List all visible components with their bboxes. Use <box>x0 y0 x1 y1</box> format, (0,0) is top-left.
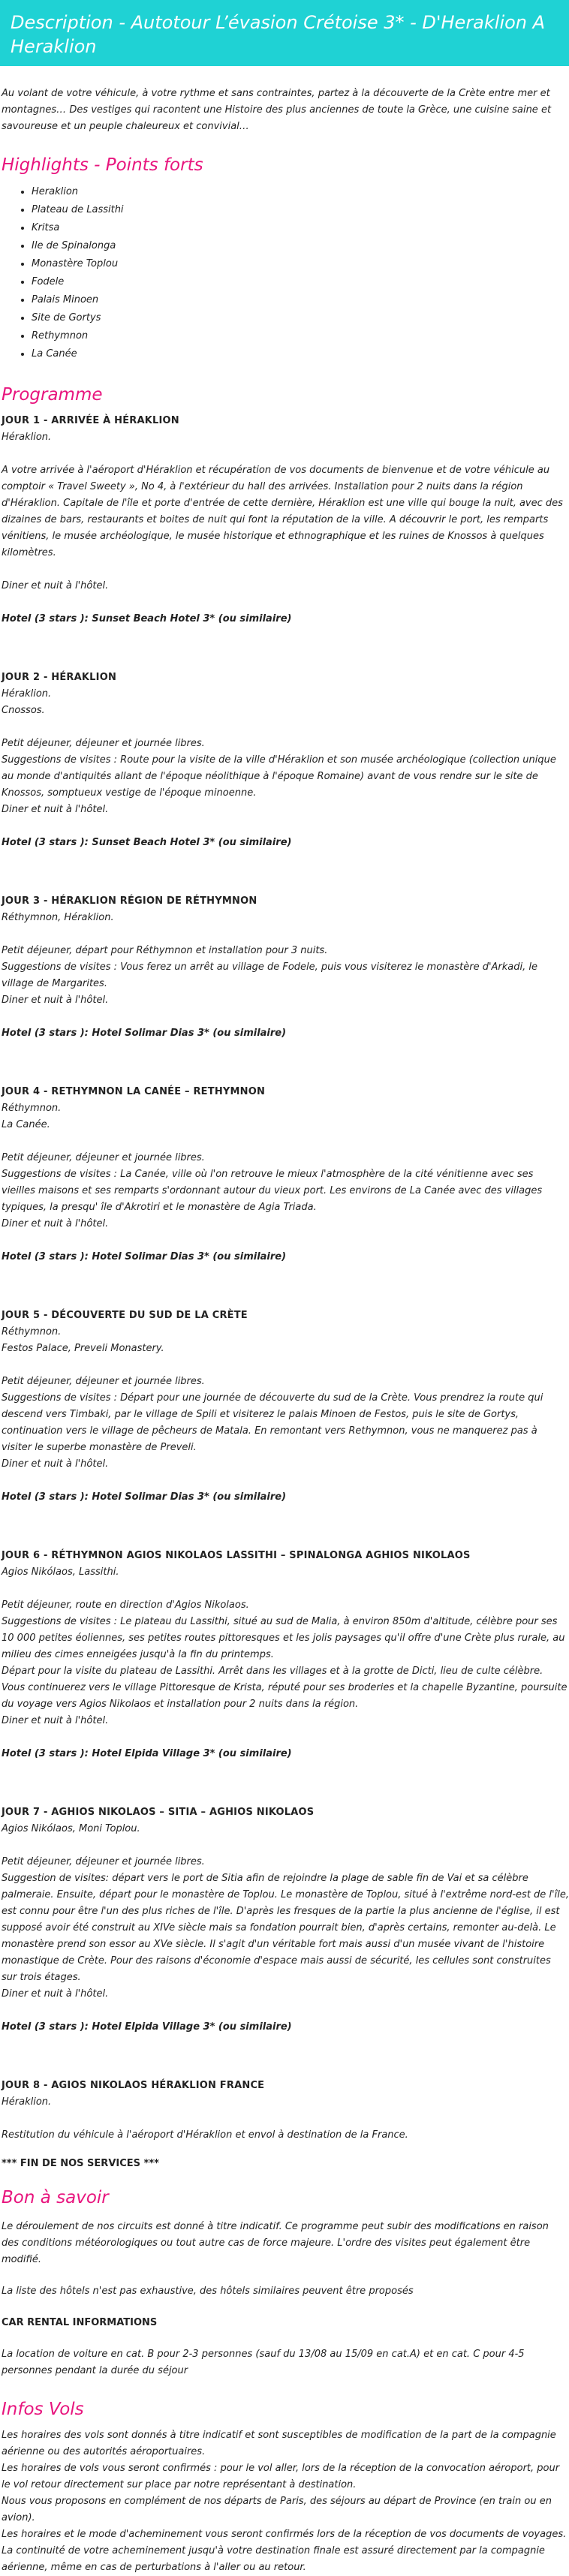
day-title: JOUR 8 - AGIOS NIKOLAOS HÉRAKLION FRANCE <box>2 2080 265 2091</box>
text-line: La continuité de votre acheminement jusqu'à votre destination finale est assuré directement par la compagnie aérienne, même en cas de perturbations à l'aller ou au retour. <box>2 2545 545 2573</box>
day-description <box>2 1150 569 1232</box>
highlight-item: • La Canée <box>32 345 569 363</box>
text-line: Réthymnon. <box>2 1103 62 1114</box>
highlight-item: • Ile de Spinalonga <box>32 237 569 255</box>
day-block <box>2 1804 569 2036</box>
bon-paragraph-1: Le déroulement de nos circuits est donné à titre indicatif. Ce programme peut subir des modifications en raison des conditions météorologiques ou tout autre cas de force majeure. L'ordre des visites peut également être modifié. <box>2 2221 549 2265</box>
text-line: Petit déjeuner, déjeuner et journée libres. <box>2 1152 205 1163</box>
title-banner <box>0 0 569 66</box>
highlight-item: • Kritsa <box>32 219 569 237</box>
text-line: Festos Palace, Preveli Monastery. <box>2 1343 164 1354</box>
text-line: Les horaires et le mode d'acheminement vous seront confirmés lors de la réception de vos documents de voyages. <box>2 2529 567 2540</box>
day-hotel: Hotel (3 stars ): Hotel Elpida Village 3* (ou similaire) <box>2 2021 292 2033</box>
day-hotel: Hotel (3 stars ): Sunset Beach Hotel 3* (ou similaire) <box>2 837 292 848</box>
day-block <box>2 1548 569 1762</box>
highlight-item: • Monastère Toplou <box>32 255 569 273</box>
day-description <box>2 736 569 818</box>
bon-a-savoir-heading: Bon à savoir <box>2 2188 109 2207</box>
text-line: Suggestions de visites : Le plateau du Lassithi, situé au sud de Malia, à environ 850m d'altitude, célèbre pour ses 10 000 petites éoliennes, ses petites routes pittoresques et les jolis paysages qu'il offre d'une Crète plus rurale, au milieu des cimes enneigées jusqu'à la fin du printemps. <box>2 1616 565 1660</box>
day-hotel: Hotel (3 stars ): Hotel Solimar Dias 3* (ou similaire) <box>2 1028 287 1039</box>
day-title: JOUR 6 - RÉTHYMNON AGIOS NIKOLAOS LASSITHI – SPINALONGA AGHIOS NIKOLAOS <box>2 1550 471 1561</box>
car-rental-paragraph: La location de voiture en cat. B pour 2-3 personnes (sauf du 13/08 au 15/09 en cat.A) et en cat. C pour 4-5 personnes pendant la durée du séjour <box>2 2349 525 2376</box>
text-line: Agios Nikólaos, Moni Toplou. <box>2 1823 140 1834</box>
highlight-item: • Plateau de Lassithi <box>32 201 569 219</box>
day-title: JOUR 3 - HÉRAKLION RÉGION DE RÉTHYMNON <box>2 895 257 907</box>
car-rental-heading: CAR RENTAL INFORMATIONS <box>2 2317 158 2328</box>
day-block <box>2 670 569 851</box>
text-line: A votre arrivée à l'aéroport d'Héraklion et récupération de vos documents de bienvenue et de votre véhicule au comptoir « Travel Sweety », No 4, à l'extérieur du hall des arrivées. Installation pour 2 nuits dans la région d'Héraklion. Capitale de l'île et porte d'entrée de cette dernière, Héraklion est une ville qui bouge la nuit, avec des dizaines de bars, restaurants et boites de nuit qui font la réputation de la ville. A découvrir le port, les remparts vénitiens, le musée archéologique, le musée historique et ethnographique et les ruines de Knossos à quelques kilomètres. <box>2 465 563 558</box>
day-description <box>2 1854 569 2003</box>
text-line: Agios Nikólaos, Lassithi. <box>2 1566 119 1578</box>
text-line: Héraklion. <box>2 688 52 700</box>
day-hotel: Hotel (3 stars ): Hotel Solimar Dias 3* (ou similaire) <box>2 1251 287 1262</box>
day-block <box>2 1308 569 1506</box>
text-line: La Canée. <box>2 1119 50 1130</box>
text-line: Cnossos. <box>2 705 45 716</box>
text-line: Petit déjeuner, départ pour Réthymnon et installation pour 3 nuits. <box>2 945 328 956</box>
text-line: Nous vous proposons en complément de nos départs de Paris, des séjours au départ de Province (en train ou en avion). <box>2 2496 552 2523</box>
text-line: Suggestions de visites : Départ pour une journée de découverte du sud de la Crète. Vous prendrez la route qui descend vers Timbaki, par le village de Spili et visiterez le palais Minoen de Festos, puis le site de Gortys, continuation vers le village de pêcheurs de Matala. En remontant vers Rethymnon, vous ne manquerez pas à visiter le superbe monastère de Preveli. <box>2 1392 543 1453</box>
day-block <box>2 2078 569 2144</box>
day-title: JOUR 4 - RETHYMNON LA CANÉE – RETHYMNON <box>2 1086 266 1097</box>
day-title: JOUR 1 - ARRIVÉE À HÉRAKLION <box>2 415 179 426</box>
day-location <box>2 1324 569 1357</box>
text-line: Diner et nuit à l'hôtel. <box>2 1458 109 1470</box>
day-location <box>2 1564 569 1581</box>
text-line: Diner et nuit à l'hôtel. <box>2 580 109 591</box>
day-description <box>2 2127 569 2144</box>
day-title: JOUR 7 - AGHIOS NIKOLAOS – SITIA – AGHIOS NIKOLAOS <box>2 1807 315 1818</box>
text-line: Diner et nuit à l'hôtel. <box>2 1715 109 1726</box>
day-location <box>2 429 569 446</box>
text-line: Petit déjeuner, déjeuner et journée libres. <box>2 1856 205 1867</box>
day-description <box>2 1374 569 1473</box>
text-line: Réthymnon. <box>2 1326 62 1338</box>
day-block <box>2 413 569 627</box>
intro-paragraph: Au volant de votre véhicule, à votre rythme et sans contraintes, partez à la découverte de la Crète entre mer et montagnes… Des vestiges qui racontent une Histoire des plus anciennes de toute la Grèce, une cuisine saine et savoureuse et un peuple chaleureux et convivial… <box>2 88 552 132</box>
day-description <box>2 943 569 1009</box>
day-location <box>2 686 569 719</box>
text-line: Restitution du véhicule à l'aéroport d'Héraklion et envol à destination de la France. <box>2 2129 408 2141</box>
text-line: Départ pour la visite du plateau de Lassithi. Arrêt dans les villages et à la grotte de Dicti, lieu de culte célèbre. Vous continuerez vers le village Pittoresque de Krista, réputé pour ses broderies et la chapelle Byzantine, poursuite du voyage vers Agios Nikolaos et installation pour 2 nuits dans la région. <box>2 1666 567 1710</box>
text-line: Petit déjeuner, déjeuner et journée libres. <box>2 738 205 749</box>
text-line: Les horaires des vols sont donnés à titre indicatif et sont susceptibles de modification de la part de la compagnie aérienne ou des autorités aéroportuaires. <box>2 2430 556 2457</box>
infos-vols-heading: Infos Vols <box>2 2400 84 2419</box>
page-title: Description - Autotour L’évasion Crétoise 3* - D'Heraklion A Heraklion <box>11 12 546 58</box>
day-location <box>2 1821 569 1837</box>
highlight-item: • Site de Gortys <box>32 309 569 327</box>
text-line: Diner et nuit à l'hôtel. <box>2 804 109 815</box>
programme-days <box>2 413 569 2144</box>
text-line: Suggestions de visites : Route pour la visite de la ville d'Héraklion et son musée archéologique (collection unique au monde d'antiquités allant de l'époque néolithique à l'époque Romaine) avant de vous rendre sur le site de Knossos, somptueux vestige de l'époque minoenne. <box>2 754 556 799</box>
day-block <box>2 893 569 1042</box>
day-description <box>2 1597 569 1729</box>
day-block <box>2 1084 569 1265</box>
day-location <box>2 1100 569 1133</box>
highlight-item: • Heraklion <box>32 183 569 201</box>
text-line: Suggestion de visites: départ vers le port de Sitia afin de rejoindre la plage de sable fin de Vai et sa célèbre palmeraie. Ensuite, départ pour le monastère de Toplou. Le monastère de Toplou, situé à l'extrême nord-est de l'île, est connu pour être l'un des plus riches de l'île. D'après les fresques de la partie la plus ancienne de l'église, il est supposé avoir été construit au XIVe siècle mais sa fondation pourrait bien, d'après certains, remonter au-delà. Le monastère prend son essor au XVe siècle. Il s'agit d'un véritable fort mais aussi d'un musée vivant de l'histoire monastique de Crète. Pour des raisons d'économie d'espace mais aussi de sécurité, les cellules sont construites sur trois étages. <box>2 1873 569 1983</box>
text-line: Héraklion. <box>2 2096 52 2108</box>
bon-paragraph-2: La liste des hôtels n'est pas exhaustive, des hôtels similaires peuvent être proposés <box>2 2286 414 2297</box>
day-description <box>2 578 569 594</box>
day-hotel: Hotel (3 stars ): Sunset Beach Hotel 3* (ou similaire) <box>2 613 292 624</box>
highlight-item: • Palais Minoen <box>32 291 569 309</box>
highlight-item: • Rethymnon <box>32 327 569 345</box>
day-title: JOUR 2 - HÉRAKLION <box>2 672 117 683</box>
highlights-list <box>2 183 569 363</box>
day-hotel: Hotel (3 stars ): Hotel Solimar Dias 3* (ou similaire) <box>2 1491 287 1503</box>
programme-heading: Programme <box>2 385 103 405</box>
text-line: Suggestions de visites : Vous ferez un arrêt au village de Fodele, puis vous visiterez le monastère d'Arkadi, le village de Margarites. <box>2 961 537 989</box>
text-line: Petit déjeuner, déjeuner et journée libres. <box>2 1376 205 1387</box>
highlight-item: • Fodele <box>32 273 569 291</box>
text-line: Petit déjeuner, route en direction d'Agios Nikolaos. <box>2 1599 249 1611</box>
day-location <box>2 910 569 926</box>
text-line: Diner et nuit à l'hôtel. <box>2 995 109 1006</box>
day-location <box>2 2094 569 2111</box>
day-hotel: Hotel (3 stars ): Hotel Elpida Village 3* (ou similaire) <box>2 1748 292 1759</box>
day-description <box>2 462 569 561</box>
end-services: *** FIN DE NOS SERVICES *** <box>2 2158 159 2169</box>
text-line: Suggestions de visites : La Canée, ville où l'on retrouve le mieux l'atmosphère de la cité vénitienne avec ses vieilles maisons et ses remparts s'ordonnant autour du vieux port. Les environs de La Canée avec des villages typiques, la presqu' île d'Akrotiri et le monastère de Agia Triada. <box>2 1169 543 1213</box>
infos-vols-paragraph <box>2 2427 569 2576</box>
text-line: Diner et nuit à l'hôtel. <box>2 1988 109 2000</box>
highlights-heading: Highlights - Points forts <box>2 155 203 175</box>
text-line: Les horaires de vols vous seront confirmés : pour le vol aller, lors de la réception de la convocation aéroport, pour le vol retour directement sur place par notre représentant à destination. <box>2 2463 560 2490</box>
main-content <box>2 86 569 2576</box>
text-line: Héraklion. <box>2 432 52 443</box>
text-line: Diner et nuit à l'hôtel. <box>2 1218 109 1229</box>
text-line: Réthymnon, Héraklion. <box>2 912 114 923</box>
day-title: JOUR 5 - DÉCOUVERTE DU SUD DE LA CRÈTE <box>2 1310 248 1321</box>
